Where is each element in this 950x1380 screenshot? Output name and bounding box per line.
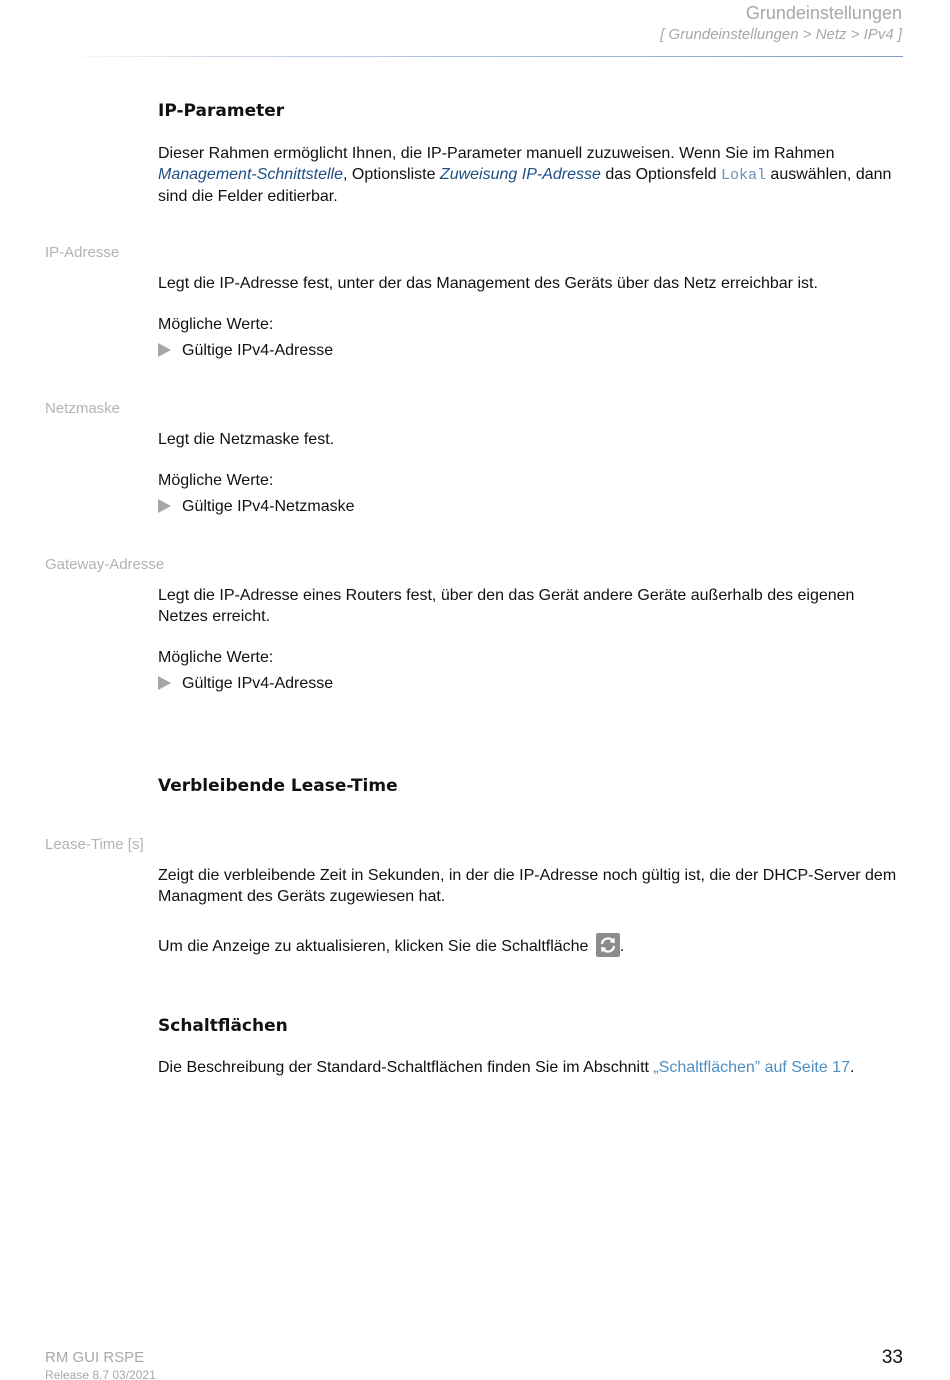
refresh-instruction-end: .: [619, 938, 625, 955]
breadcrumb: [ Grundeinstellungen > Netz > IPv4 ]: [660, 26, 902, 43]
schaltflaechen-text: Die Beschreibung der Standard-Schaltflächen finden Sie im Abschnitt: [158, 1059, 654, 1076]
link-management-schnittstelle[interactable]: Management-Schnittstelle: [158, 166, 343, 183]
field-label-netzmaske: Netzmaske: [45, 400, 121, 417]
field-description-lease-time: Zeigt die verbleibende Zeit in Sekunden, in der die IP-Adresse noch gültig ist, die der DHCP-Server dem Managment des Geräts zugewiesen hat.: [158, 867, 897, 905]
field-description-gateway-adresse: Legt die IP-Adresse eines Routers fest, über den das Gerät andere Geräte außerhalb des eigenen Netzes erreicht.: [158, 587, 855, 625]
link-schaltflaechen-seite-17[interactable]: „Schaltflächen” auf Seite 17: [653, 1059, 850, 1076]
section-heading-schaltflaechen: Schaltflächen: [158, 1016, 288, 1036]
possible-value-item: [158, 340, 333, 361]
possible-value-item: [158, 496, 355, 517]
possible-value-text: Gültige IPv4-Adresse: [182, 675, 334, 692]
field-label-gateway-adresse: Gateway-Adresse: [45, 556, 165, 573]
field-label-lease-time: Lease-Time [s]: [45, 836, 144, 853]
possible-values-label: Mögliche Werte:: [158, 472, 274, 489]
triangle-bullet-icon: [158, 499, 171, 513]
refresh-instruction: [158, 933, 908, 957]
intro-text: Dieser Rahmen ermöglicht Ihnen, die IP-Parameter manuell zuzuweisen. Wenn Sie im Rahmen: [158, 145, 835, 162]
chapter-title: Grundeinstellungen: [745, 3, 902, 23]
intro-text: auswählen, dann sind die Felder editierbar.: [158, 166, 892, 205]
section-heading-ip-parameter: IP-Parameter: [158, 101, 285, 121]
field-description-ip-adresse: Legt die IP-Adresse fest, unter der das Management des Geräts über das Netz erreichbar ist.: [158, 275, 818, 292]
schaltflaechen-end: .: [849, 1059, 855, 1076]
possible-value-text: Gültige IPv4-Netzmaske: [182, 498, 355, 515]
refresh-icon: [596, 933, 620, 957]
intro-text: , Optionsliste: [342, 166, 440, 183]
possible-values-label: Mögliche Werte:: [158, 316, 274, 333]
link-zuweisung-ip-adresse[interactable]: Zuweisung IP-Adresse: [439, 166, 601, 183]
possible-value-text: Gültige IPv4-Adresse: [182, 342, 334, 359]
header-divider: [60, 56, 903, 57]
page-number: 33: [881, 1347, 903, 1368]
footer-product: RM GUI RSPE: [45, 1349, 145, 1366]
option-lokal: Lokal: [720, 167, 766, 184]
refresh-instruction-text: Um die Anzeige zu aktualisieren, klicken Sie die Schaltfläche: [158, 938, 593, 955]
section-heading-lease-time: Verbleibende Lease-Time: [158, 776, 398, 796]
field-label-ip-adresse: IP-Adresse: [45, 244, 120, 261]
intro-text: das Optionsfeld: [600, 166, 721, 183]
ip-parameter-intro: [158, 143, 908, 207]
footer-release: Release 8.7 03/2021: [45, 1368, 156, 1380]
triangle-bullet-icon: [158, 343, 171, 357]
schaltflaechen-description: [158, 1057, 908, 1078]
possible-value-item: [158, 673, 333, 694]
field-description-netzmaske: Legt die Netzmaske fest.: [158, 431, 335, 448]
triangle-bullet-icon: [158, 676, 171, 690]
possible-values-label: Mögliche Werte:: [158, 649, 274, 666]
